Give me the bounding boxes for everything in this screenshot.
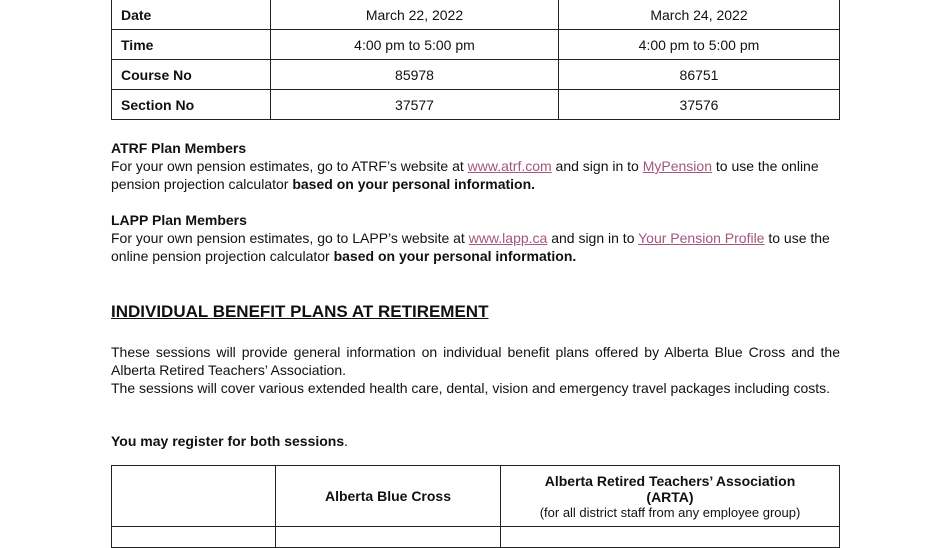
table-row: [112, 0, 840, 30]
cell-session-1: 37577: [271, 90, 559, 120]
table-cell: [276, 527, 501, 548]
table-row: [112, 527, 840, 548]
arta-title-line-2: (ARTA): [646, 488, 694, 505]
table-row: [112, 466, 840, 527]
atrf-section: [111, 139, 840, 193]
benefits-para-1: These sessions will provide general information on individual benefit plans offered by Alberta Blue Cross and the Alberta Retired Teachers’ Association.: [111, 344, 840, 378]
section-heading: INDIVIDUAL BENEFIT PLANS AT RETIREMENT: [111, 302, 489, 321]
table-row: [112, 90, 840, 120]
lapp-paragraph: [111, 229, 840, 265]
arta-title-line-1: Alberta Retired Teachers’ Association: [544, 472, 796, 489]
atrf-bold-text: based on your personal information.: [292, 176, 536, 192]
lapp-title: LAPP Plan Members: [111, 212, 247, 228]
table-row: [112, 30, 840, 60]
row-label: Time: [112, 30, 271, 60]
register-end: .: [344, 433, 349, 449]
table-cell: [112, 527, 276, 548]
lapp-website-link[interactable]: www.lapp.ca: [468, 230, 548, 246]
table-row: [112, 60, 840, 90]
lapp-text-1: For your own pension estimates, go to LAPP’s website at: [111, 230, 469, 246]
cell-session-2: 86751: [559, 60, 840, 90]
lapp-bold-text: based on your personal information.: [333, 248, 577, 264]
lapp-text-3: to use the online pension projection calculator: [111, 230, 830, 264]
atrf-text-3: to use the online pension projection calculator: [111, 158, 819, 192]
cell-session-2: 37576: [559, 90, 840, 120]
register-note: [111, 432, 840, 450]
alberta-blue-cross-header: Alberta Blue Cross: [276, 466, 501, 527]
sessions-table: [111, 0, 840, 120]
atrf-title: ATRF Plan Members: [111, 140, 247, 156]
cell-session-1: March 22, 2022: [271, 0, 559, 30]
cell-session-1: 85978: [271, 60, 559, 90]
atrf-text-1: For your own pension estimates, go to ATRF’s website at: [111, 158, 468, 174]
register-bold: You may register for both sessions: [111, 433, 345, 449]
arta-header: [501, 466, 840, 527]
mypension-link[interactable]: MyPension: [642, 158, 712, 174]
benefits-para-2: The sessions will cover various extended health care, dental, vision and emergency travel packages including costs.: [111, 380, 831, 396]
cell-session-2: 4:00 pm to 5:00 pm: [559, 30, 840, 60]
pension-profile-link[interactable]: Your Pension Profile: [638, 230, 765, 246]
atrf-website-link[interactable]: www.atrf.com: [467, 158, 552, 174]
lapp-section: [111, 211, 840, 265]
cell-session-2: March 24, 2022: [559, 0, 840, 30]
atrf-text-2: and sign in to: [551, 158, 643, 174]
cell-session-1: 4:00 pm to 5:00 pm: [271, 30, 559, 60]
plans-table: [111, 465, 840, 548]
table-cell: [501, 527, 840, 548]
lapp-text-2: and sign in to: [547, 230, 639, 246]
empty-header-cell: [112, 466, 276, 527]
arta-subtitle: (for all district staff from any employee group): [539, 504, 801, 520]
row-label: Course No: [112, 60, 271, 90]
row-label: Section No: [112, 90, 271, 120]
row-label: Date: [112, 0, 271, 30]
atrf-paragraph: [111, 157, 840, 193]
